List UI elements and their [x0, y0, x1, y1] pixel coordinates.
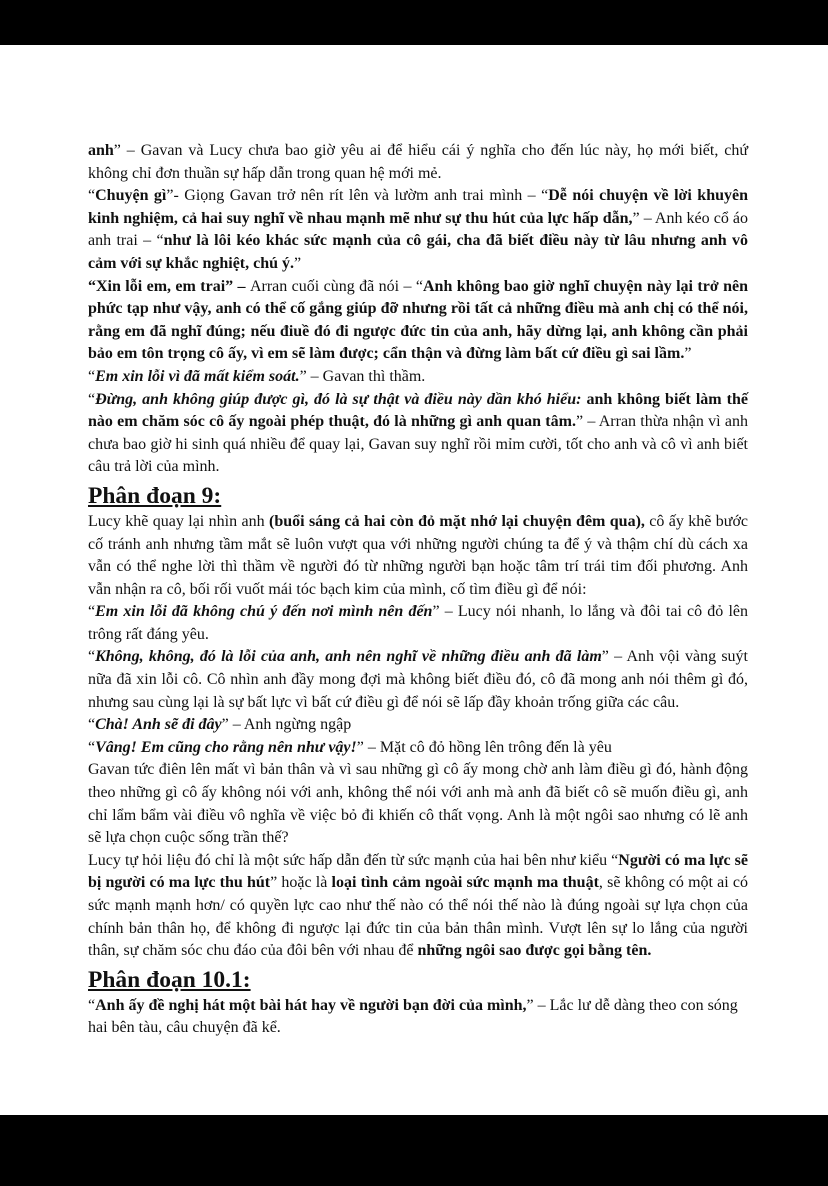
document-body: [88, 140, 748, 1040]
text: ” – Gavan và Lucy chưa bao giờ yêu ai để hiểu cái ý nghĩa cho đến lúc này, họ mới biết, chứ không chỉ đơn thuần sự hấp dẫn trong quan hệ mới mẻ.: [88, 142, 748, 182]
bold-text: Anh không bao giờ nghĩ chuyện này lại trở nên phức tạp như vậy, anh có thể cố gắng giúp đỡ nhưng rồi tất cả những điều mà anh chị có thể nói, rằng em đã nghĩ đúng; nếu điuề đó đi ngược đức tin của anh, hãy dừng lại, anh không cần phải bảo em tôn trọng cô ấy, vì em sẽ làm được; cẩn thận và đừng làm bất cứ điều gì sai lầm.: [88, 277, 749, 363]
bold-text: Người có ma lực sẽ bị người có ma lực thu hút: [88, 851, 748, 892]
document-page: [0, 45, 828, 1115]
bold-text: “Xin lỗi em, em trai” –: [88, 277, 250, 295]
bold-text: như là lôi kéo khác sức mạnh của cô gái, cha đã biết điều này từ lâu nhưng anh vô cảm với sự khắc nghiệt, chú ý.: [88, 232, 748, 272]
bold-italic-text: Không, không, đó là lỗi của anh, anh nên nghĩ về những điều anh đã làm: [95, 648, 602, 666]
text: ” – Anh kéo cổ áo anh trai – “: [88, 209, 748, 250]
bold-italic-text: Em xin lỗi vì đã mất kiểm soát.: [95, 367, 300, 385]
bold-text: (buổi sáng cả hai còn đỏ mặt nhớ lại chuyện đêm qua),: [268, 512, 645, 530]
text: Lucy khẽ quay lại nhìn anh: [88, 512, 269, 530]
bold-text: Dễ nói chuyện về lời khuyên kinh nghiệm, cả hai suy nghĩ về nhau mạnh mẽ như sự thu hút của lực hấp dẫn,: [88, 187, 748, 227]
paragraph: [88, 276, 748, 366]
bold-italic-text: Đừng, anh không giúp được gì, đó là sự thật và điều này dần khó hiểu:: [95, 390, 582, 408]
paragraph: [88, 601, 748, 646]
paragraph: [88, 389, 748, 479]
paragraph: [88, 646, 748, 714]
bold-text: Anh ấy đề nghị hát một bài hát hay về người bạn đời của mình,: [95, 996, 527, 1014]
text: ”: [294, 254, 302, 272]
text: “: [88, 390, 96, 408]
bold-text: Chuyện gì: [95, 187, 167, 205]
paragraph: [88, 737, 748, 760]
text: “: [88, 648, 96, 666]
bold-text: anh: [88, 142, 114, 159]
text: ” – Mặt cô đỏ hồng lên trông đến là yêu: [356, 738, 612, 756]
text: ” – Gavan thì thầm.: [299, 367, 426, 385]
bold-text: những ngôi sao được gọi bằng tên.: [417, 942, 652, 960]
text: ” hoặc là: [270, 874, 332, 892]
paragraph: [88, 185, 748, 275]
text: ” – Lucy nói nhanh, lo lắng và đôi tai cô đỏ lên trông rất đáng yêu.: [88, 603, 749, 643]
text: ”: [684, 345, 692, 363]
bold-italic-text: Vâng! Em cũng cho rằng nên như vậy!: [95, 738, 357, 756]
paragraph: [88, 511, 748, 601]
text: “: [88, 367, 96, 385]
text: Lucy tự hỏi liệu đó chỉ là một sức hấp dẫn đến từ sức mạnh của hai bên như kiểu “: [88, 851, 619, 869]
paragraph: [88, 140, 748, 185]
paragraph: [88, 366, 748, 389]
text: ”- Giọng Gavan trở nên rít lên và lườm anh trai mình – “: [166, 187, 549, 205]
bold-text: anh không biết làm thế nào em chăm sóc cô ấy ngoài phép thuật, đó là những gì anh quan tâm.: [88, 390, 748, 431]
text: “: [88, 603, 96, 621]
paragraph: [88, 850, 748, 963]
text: Arran cuối cùng đã nói – “: [249, 277, 423, 295]
text: “: [88, 738, 96, 756]
paragraph: [88, 995, 748, 1040]
text: “: [88, 187, 96, 205]
paragraph: [88, 714, 748, 737]
section-heading: Phân đoạn 9:: [88, 482, 222, 509]
section-heading: Phân đoạn 10.1:: [88, 966, 251, 993]
text: ” – Arran thừa nhận vì anh chưa bao giờ hi sinh quá nhiều để quay lại, Gavan suy nghĩ rồi mỉm cười, tốt cho anh và cô vì anh biết câu trả lời của mình.: [88, 413, 748, 476]
text: ” – Anh ngừng ngập: [221, 716, 352, 734]
text: ” – Anh vội vàng suýt nữa đã xin lỗi cô. Cô nhìn anh đầy mong đợi mà không biết điều đó, cô đã mong anh nói thêm gì đó, nhưng sau cùng lại là sự bất lực vì bất cứ điều gì để nói sẽ lấp đầy khoản trống giữa các câu.: [88, 648, 748, 711]
text: “: [88, 996, 96, 1014]
paragraph: Gavan tức điên lên mất vì bản thân và vì sau những gì cô ấy mong chờ anh làm điều gì đó, hành động theo những gì cô ấy không nói với anh, không thể nói với anh mà anh đã biết cô sẽ muốn điều gì, anh chỉ lẩm bẩm vài điều vô nghĩa về việc bỏ đi khiến cô thất vọng. Anh là một ngôi sao nhưng có lẽ anh sẽ lựa chọn cuộc sống trần thế?: [88, 761, 748, 847]
bold-text: loại tình cảm ngoài sức mạnh ma thuật: [331, 874, 599, 892]
text: ” – Lắc lư dễ dàng theo con sóng hai bên tàu, câu chuyện đã kể.: [88, 996, 738, 1037]
text: cô ấy khẽ bước cố tránh anh nhưng tầm mắt sẽ luôn vượt qua với những người chúng ta để ý và thậm chí dù cách xa vẫn có thể nghe lời thì thầm về người đó từ những người bạn hoặc tâm trí trái tim đối phương. Anh vẫn nhận ra cô, bối rối vuốt mái tóc bạch kim của mình, cố tìm điều gì để nói:: [88, 512, 749, 598]
text: , sẽ không có một ai có sức mạnh mạnh hơn/ có quyền lực cao như thế nào có thể nói thế nào là đúng ngoài sự lựa chọn của chính bản thân họ, để không đi ngược lại đức tin của bản thân mình. Vượt lên sự lo lắng của người thân, sự chăm sóc chu đáo của đôi bên với nhau để: [88, 874, 749, 960]
bold-italic-text: Em xin lỗi đã không chú ý đến nơi mình nên đến: [95, 603, 433, 621]
text: “: [88, 716, 96, 734]
bold-italic-text: Chà! Anh sẽ đi đây: [95, 716, 222, 734]
